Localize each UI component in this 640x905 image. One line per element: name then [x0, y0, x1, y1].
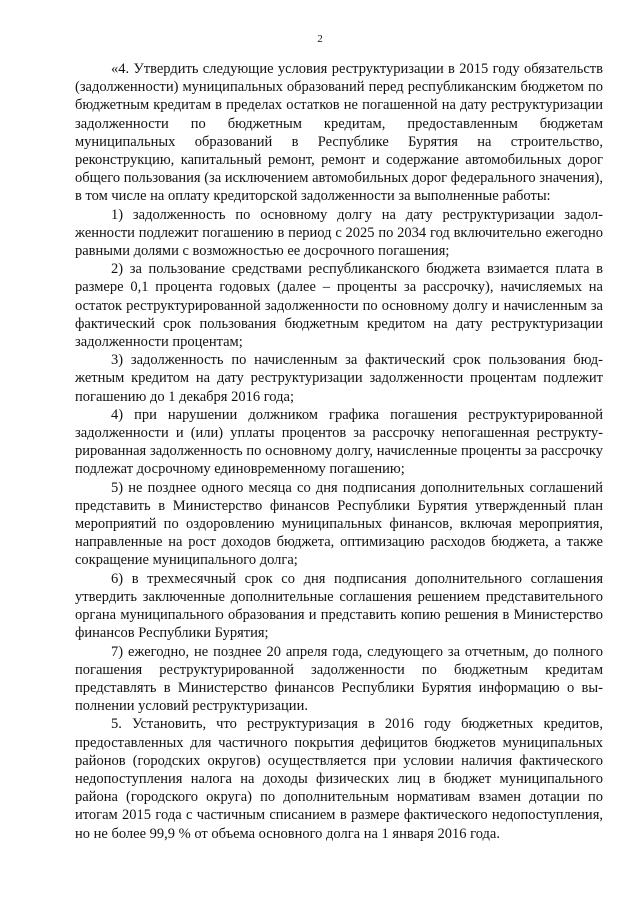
paragraph-subitem-5: 5) не позднее одного месяца со дня подписания дополнительных соглашений представить в Министерство финансов Республики Бурятия утвержденный план мероприятий по оздоровлению муниципальных финансов, включая мероприятия, направленные на рост доходов бюджета, оптимизацию расходов бюджета, а также сокращение муниципального долга;	[75, 479, 603, 569]
page-number: 2	[317, 33, 323, 45]
paragraph-item-4-intro: «4. Утвердить следующие условия реструктуризации в 2015 году обязательств (задолженности) муниципальных образований перед республиканским бюджетом по бюджетным кредитам в пределах остатков не погашенной на дату реструктуризации задолженности по бюджетным кредитам, предоставленным бюджетам муниципальных образований в Республике Бурятия на строительство, реконструкцию, капитальный ремонт, ремонт и содержание автомобильных дорог общего пользования (за исключением автомобильных дорог федерального значения), в том числе на оплату кредиторской задолженности за выполненные работы:	[75, 61, 603, 205]
document-body	[75, 60, 603, 843]
paragraph-subitem-4: 4) при нарушении должником графика погашения реструктурированной задолженности и (или) уплаты процентов за рассрочку непогашенная реструктурированная задолженность по основному долгу, начисленные проценты за рассрочку подлежат досрочному единовременному погашению;	[75, 406, 603, 478]
paragraph-subitem-7: 7) ежегодно, не позднее 20 апреля года, следующего за отчетным, до полного погашения реструктурированной задолженности по бюджетным кредитам представлять в Министерство финансов Республики Бурятия информацию о выполнении условий реструктуризации.	[75, 643, 603, 715]
paragraph-subitem-6: 6) в трехмесячный срок со дня подписания дополнительного соглашения утвердить заключенные дополнительные соглашения решением представительного органа муниципального образования и представить копию решения в Министерство финансов Республики Бурятия;	[75, 570, 603, 642]
paragraph-subitem-1: 1) задолженность по основному долгу на дату реструктуризации задолженности подлежит погашению в период с 2025 по 2034 год включительно ежегодно равными долями с возможностью ее досрочного погашения;	[75, 206, 603, 260]
paragraph-subitem-2: 2) за пользование средствами республиканского бюджета взимается плата в размере 0,1 процента годовых (далее – проценты за рассрочку), начисляемых на остаток реструктурированной задолженности по основному долгу и начисленным за фактический срок пользования бюджетным кредитом на дату реструктуризации задолженности процентам;	[75, 261, 603, 351]
paragraph-item-5: 5. Установить, что реструктуризация в 2016 году бюджетных кредитов, предоставленных для частичного покрытия дефицитов бюджетов муниципальных районов (городских округов) осуществляется при условии наличия фактического недопоступления налога на доходы физических лиц в бюджет муниципального района (городского округа) по дополнительным нормативам взамен дотации по итогам 2015 года с частичным списанием в размере фактического недопоступления, но не более 99,9 % от объема основного долга на 1 января 2016 года.	[75, 716, 603, 842]
paragraph-subitem-3: 3) задолженность по начисленным за фактический срок пользования бюджетным кредитом на дату реструктуризации задолженности процентам подлежит погашению до 1 декабря 2016 года;	[75, 352, 603, 405]
